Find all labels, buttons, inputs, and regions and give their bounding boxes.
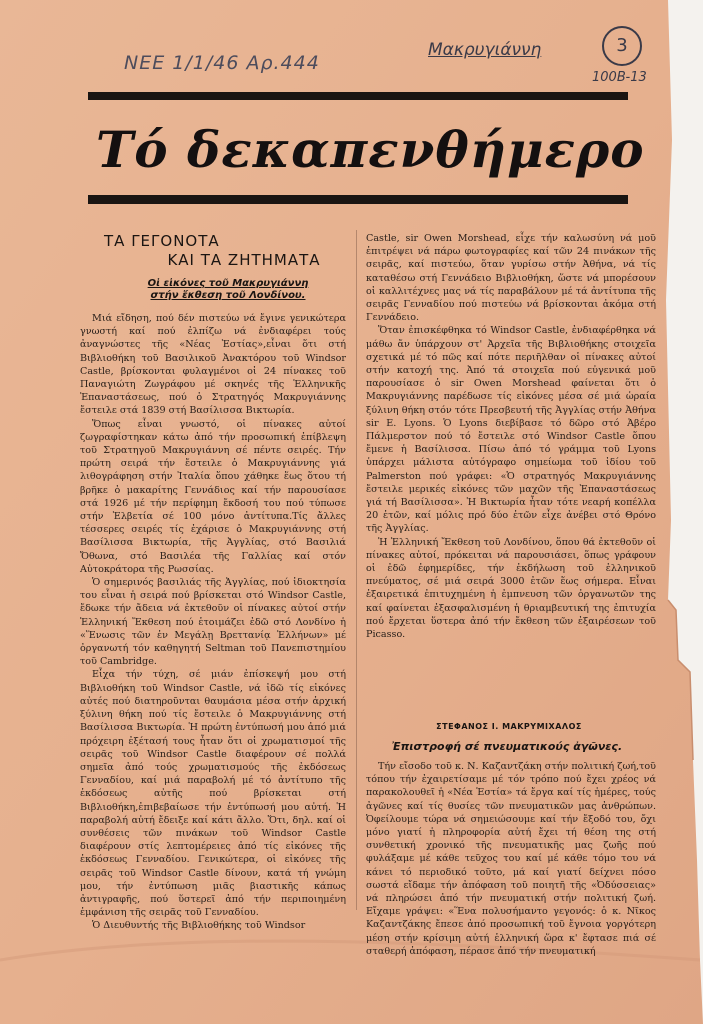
author-byline: ΣΤΕΦΑΝΟΣ Ι. ΜΑΚΡΥΜΙΧΑΛΟΣ: [436, 722, 582, 731]
paragraph: Ἡ Ἑλληνική Ἔκθεση τοῦ Λονδίνου, ὅπου θά ἐκτεθοῦν οἱ πίνακες αὐτοί, πρόκειται νά παρουσιάσει, ὅπως γράφουν οἱ ἐδῶ ἐφημερίδες, τήν ἐκδήλωση τοῦ ἑλληνικοῦ πνεύματος, σέ μιά σειρά 3000 ἐτῶν ἕως σήμερα. Εἶναι ἐξαιρετικά ἐπιτυχημένη ἡ ἐμπνευση τῶν ὀργανωτῶν της καί φαίνεται ἐξασφαλισμένη ἡ θριαμβευτική της ἐπιτυχία πού ἔρχεται ὕστερα ἀπό τήν ἔκθεση τῶν ἐξαιρέσεων τοῦ Picasso.: [366, 536, 656, 641]
circled-number: [602, 26, 642, 66]
second-article-heading: Ἐπιστροφή σέ πνευματικούς ἀγῶνες.: [391, 740, 623, 753]
paragraph: Ὅταν ἐπισκέφθηκα τό Windsor Castle, ἐνδιαφέρθηκα νά μάθω ἄν ὑπάρχουν στ' Ἀρχεῖα τῆς Βιβλιοθήκης στοιχεῖα σχετικά μέ τό πῶς καί πότε περιῆλθαν οἱ πίνακες αὐτοί στήν κατοχή της. Ἀπό τά στοιχεῖα πού εὐγενικά μοῦ παρουσίασε ὁ sir Owen Morshead φαίνεται ὅτι ὁ Μακρυγιάννης παρέδωσε τίς εἰκόνες μέσα σέ μιά ὡραία ξύλινη θήκη στόν τότε Πρεσβευτή τῆς Ἀγγλίας στήν Ἀθήνα sir E. Lyons. Ὁ Lyons διεβίβασε τό δῶρο στό Ἀβέρο Πάλμερστον πού τό ἔστειλε στό Windsor Castle ὅπου ἔμενε ἡ Βασίλισσα. Πίσω ἀπό τό γράμμα τοῦ Lyons ὑπάρχει μάλιστα αὐτόγραφο σημείωμα τοῦ ἰδίου τοῦ Palmerston πού γράφει: «Ὁ στρατηγός Μακρυγιάννης ἔστειλε μερικές εἰκόνες τῶν μαχῶν τῆς Ἐπαναστάσεως γιά τή Βασίλισσα». Ἡ Βικτωρία ἦταν τότε νεαρή κοπέλλα 20 ἐτῶν, καί μόλις πρό δύο ἐτῶν εἶχε ἀνέβει στό Θρόνο τῆς Ἀγγλίας.: [366, 325, 656, 535]
article-headline: [104, 232, 344, 270]
paragraph: Ὅπως εἶναι γνωστό, οἱ πίνακες αὐτοί ζωγραφίστηκαν κάτω ἀπό τήν προσωπική ἐπίβλεψη τοῦ Στρατηγοῦ Μακρυγιάννη σέ πέντε σειρές. Τήν πρώτη σειρά τήν ἔστειλε ὁ Μακρυγιάννης γιά λιθογράφηση στήν Ἰταλία ὅπου χάθηκε ἕως ὅτου τή βρῆκε ὁ μακαρίτης Γεννάδιος καί τήν παρουσίασε στά 1926 μέ τήν περίφημη ἔκδοσή του πού τύπωσε στήν Ἑλβετία σέ 100 μόνο ἀντίτυπα.Τίς ἄλλες τέσσερες σειρές τίς ἐχάρισε ὁ Μακρυγιάννης στή Βασίλισσα Βικτωρία, τῆς Ἀγγλίας, στό Βασιλιά Ὄθωνα, στό Βασιλέα τῆς Γαλλίας καί στόν Αὐτοκράτορα τῆς Ρωσσίας.: [80, 418, 346, 575]
subheading-line-1: Οἱ εἰκόνες τοῦ Μακρυγιάννη: [147, 278, 309, 289]
column-right-top: [366, 232, 656, 718]
masthead-bottom-rule: [88, 195, 628, 204]
paragraph: Μιά εἴδηση, πού δέν πιστεύω νά ἔγινε γενικώτερα γνωστή καί πού ἐλπίζω νά ἐνδιαφέρει τούς ἀναγνώστες τῆς «Νέας Ἑστίας»,εἶναι ὅτι στή Βιβλιοθήκη τοῦ Βασιλικοῦ Ἀνακτόρου τοῦ Windsor Castle, βρίσκονται φυλαγμένοι οἱ 24 πίνακες τοῦ Παναγιώτη Ζωγράφου μέ σκηνές τῆς Ἑλληνικῆς Ἐπαναστάσεως, πού ὁ Στρατηγός Μακρυγιάννης ἔστειλε στά 1839 στή Βασίλισσα Βικτωρία.: [80, 313, 346, 417]
masthead-top-rule: [88, 92, 628, 100]
paragraph: Ὁ Διευθυντής τῆς Βιβλιοθήκης τοῦ Windsor: [92, 920, 306, 932]
paragraph: Ὁ σημερινός βασιλιάς τῆς Ἀγγλίας, πού ἰδιοκτησία του εἶναι ἡ σειρά πού βρίσκεται στό Windsor Castle, ἔδωκε τήν ἄδεια νά ἐκτεθοῦν οἱ πίνακες αὐτοί στήν Ἑλληνική Ἔκθεση πού ἑτοιμάζει ἐδῶ στό Λονδίνο ἡ «Ἕνωσις τῶν ἐν Μεγάλῃ Βρεττανίᾳ Ἑλλήνων» μέ ὀργανωτή τόν καθηγητή Seltman τοῦ Πανεπιστημίου τοῦ Cambridge.: [80, 577, 346, 668]
author-handwritten-note: Μακρυγιάννη: [428, 40, 542, 60]
headline-line-2: ΚΑΙ ΤΑ ΖΗΤΗΜΑΤΑ: [167, 251, 321, 269]
paragraph: Castle, sir Owen Morshead, εἶχε τήν καλωσύνη νά μοῦ ἐπιτρέψει νά πάρω φωτογραφίες καί τῶν 24 πινάκων τῆς σειρᾶς, καί πιστεύω, ὅταν γυρίσω στήν Ἀθήνα, νά τίς καταθέσω στή Γεννάδειο Βιβλιοθήκη, ὥστε νά μπορέσουν οἱ καλλιτέχνες μας νά τίς παραβάλουν μέ τά ἀντίτυπα τῆς σειρᾶς Γενναδίου πού πιστεύω νά βρίσκονται ἀκόμα στή Γεννάδειο.: [366, 233, 656, 324]
column-divider: [356, 230, 357, 910]
subheading-line-2: στήν ἔκθεση τοῦ Λονδίνου.: [150, 290, 306, 301]
masthead-title: Τό δεκαπενθήμερο: [96, 120, 645, 179]
article-subheading: [118, 278, 338, 302]
paragraph: Τήν εἴσοδο τοῦ κ. Ν. Καζαντζάκη στήν πολιτική ζωή,τοῦ τόπου τήν ἐχαιρετίσαμε μέ τόν τρόπο πού ἔχει χρέος νά παρακολουθεῖ ἡ «Νέα Ἑστία» τά ἔργα καί τίς ἡμέρες, τούς ἀγῶνες καί τίς θυσίες τῶν πνευματικῶν μας ἀνθρώπων. Ὀφείλουμε τώρα νά σημειώσουμε καί τήν ἔξοδό του, ὄχι μόνο γιατί ἡ πληροφορία αὐτή ἔχει τή θέση της στή συνθετική χρονικό τῆς πνευματικῆς μας ζωῆς πού φυλάξαμε μέ κάθε τεῦχος του καί μέ κάθε τόμο του νά κάνει τό περιοδικό τοῦτο, μά καί γιατί δείχνει πόσο σωστά εἴδαμε τήν ἀπόφαση τοῦ ποιητῆ τῆς «Ὀδύσσειας» νά πληρώσει ἀπό τήν πνευματική στήν πολιτική ζωή. Εἴχαμε γράψει: «Ἕνα πολυσήμαντο γεγονός: ὁ κ. Νῖκος Καζαντζάκης ἔπεσε ἀπό προσωπική τοῦ ἔγνοια γοργότερη μέση στήν κρίσιμη αὐτή ἑλληνική ὥρα κ' ἔφτασε πιά σέ σταθερή ἀπόφαση, πέρασε ἀπό τήν πνευματική: [366, 761, 656, 957]
headline-line-1: ΤΑ ΓΕΓΟΝΟΤΑ: [104, 232, 220, 250]
reference-code-note: 100B-13: [592, 70, 647, 85]
archive-stamp-note: NEE 1/1/46 Αρ.444: [124, 52, 320, 74]
column-right-bottom: [366, 760, 656, 957]
paragraph: Εἶχα τήν τύχη, σέ μιάν ἐπίσκεψή μου στή Βιβλιοθήκη τοῦ Windsor Castle, νά ἰδῶ τίς εἰκόνες αὐτές πού διατηροῦνται θαυμάσια μέσα στήν ἀρχική ξύλινη θήκη πού τίς ἔστειλε ὁ Μακρυγιάννης στή Βασίλισσα Βικτωρία. Ἡ πρώτη ἐντύπωσή μου ἀπό μιά πρόχειρη ἐξέτασή τους ἦταν ὅτι οἱ χρωματισμοί τῆς σειρᾶς τοῦ Windsor Castle διαφέρουν σέ πολλά σημεῖα ἀπό τούς χρωματισμούς τῆς ἐκδόσεως Γενναδίου, καί μιά παραβολή μέ τό ἀντίτυπο τῆς ἐκδόσεως αὐτῆς πού βρίσκεται στή Βιβλιοθήκη,ἐπιβεβαίωσε τήν ἐντύπωσή μου αὐτή. Ἡ παραβολή αὐτή ἔδειξε καί κάτι ἄλλο. Ὅτι, δηλ. καί οἱ συνθέσεις τῶν πινάκων τοῦ Windsor Castle διαφέρουν στίς λεπτομέρειες ἀπό τίς εἰκόνες τῆς ἐκδόσεως Γενναδίου. Γενικώτερα, οἱ εἰκόνες τῆς σειρᾶς τοῦ Windsor Castle δίνουν, κατά τή γνώμη μου, τήν ἐντύπωση μιᾶς βιαστικῆς κάπως ἀντιγραφῆς, πού ὕστερεῖ ἀπό τήν περιποιημένη ἐμφάνιση τῆς σειρᾶς τοῦ Γενναδίου.: [80, 669, 346, 919]
column-left: [80, 312, 346, 932]
circled-number-text: 3: [616, 35, 628, 56]
